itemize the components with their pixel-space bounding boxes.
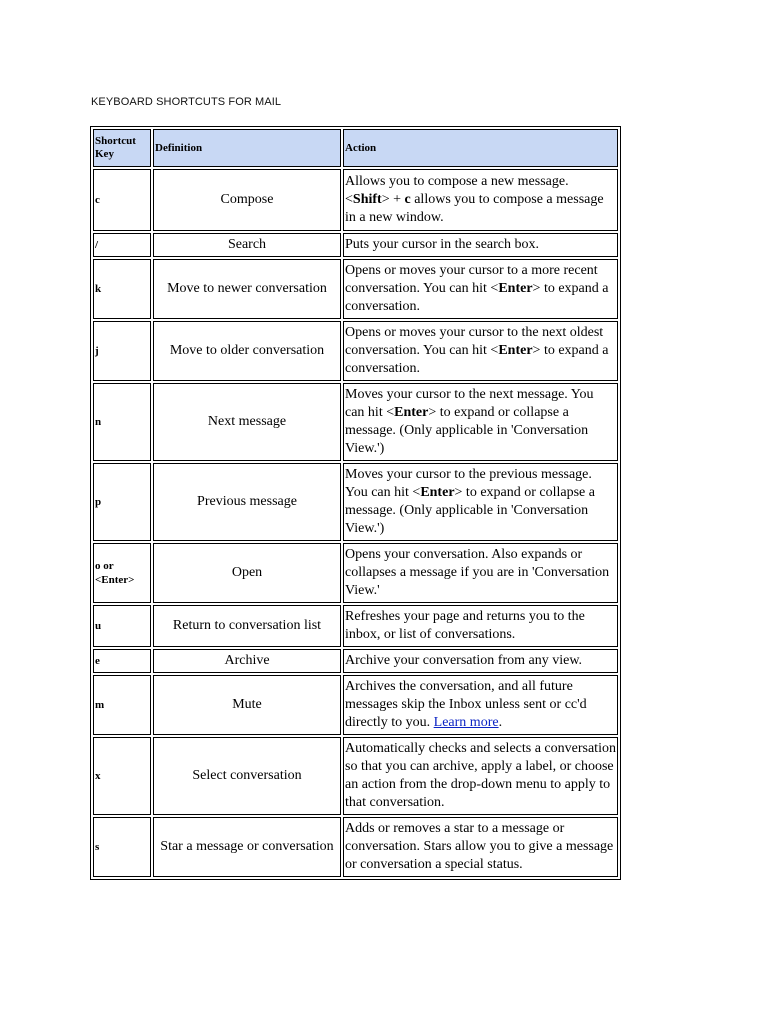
definition-cell: Return to conversation list [153, 605, 341, 647]
action-cell [343, 383, 618, 461]
definition-cell: Star a message or conversation [153, 817, 341, 877]
learn-more-link[interactable]: Learn more [433, 715, 499, 730]
table-header-row [93, 129, 618, 167]
action-cell [343, 675, 618, 735]
action-text: Adds or removes a star to a message or conversation. Stars allow you to give a message or conversation a special status. [345, 821, 614, 872]
table-row [93, 321, 618, 381]
definition-cell: Move to older conversation [153, 321, 341, 381]
action-cell [343, 737, 618, 815]
shortcut-key-cell: / [93, 233, 151, 257]
shortcut-key-cell: p [93, 463, 151, 541]
shortcut-key-cell: o or <Enter> [93, 543, 151, 603]
table-row [93, 675, 618, 735]
action-key-emphasis: Enter [394, 405, 429, 420]
action-text: allows you to compose a message in a new window. [345, 192, 604, 225]
shortcut-key-cell: x [93, 737, 151, 815]
shortcut-key-cell: u [93, 605, 151, 647]
action-text: Archives the conversation, and all future messages skip the Inbox unless sent or cc'd directly to you. [345, 679, 587, 730]
definition-cell: Compose [153, 169, 341, 231]
action-text: Allows you to compose a new message. < [345, 174, 569, 207]
definition-cell: Select conversation [153, 737, 341, 815]
action-text: Opens or moves your cursor to the next oldest conversation. You can hit < [345, 325, 604, 358]
table-row [93, 817, 618, 877]
action-key-emphasis: Enter [498, 281, 533, 296]
header-action: Action [343, 129, 618, 167]
action-text: > to expand a conversation. [345, 281, 609, 314]
action-text: > to expand or collapse a message. (Only applicable in 'Conversation View.') [345, 485, 595, 536]
shortcut-key-cell: s [93, 817, 151, 877]
action-text: Refreshes your page and returns you to the inbox, or list of conversations. [345, 609, 585, 642]
action-cell [343, 605, 618, 647]
table-row [93, 233, 618, 257]
action-key-emphasis: Shift [352, 192, 382, 207]
definition-cell: Search [153, 233, 341, 257]
action-text: > to expand a conversation. [345, 343, 609, 376]
header-shortcut-key: Shortcut Key [93, 129, 151, 167]
action-key-emphasis: c [404, 192, 411, 207]
page-title: KEYBOARD SHORTCUTS FOR MAIL [91, 96, 282, 108]
action-text: Opens or moves your cursor to a more recent conversation. You can hit < [345, 263, 598, 296]
table-row [93, 259, 618, 319]
table-row [93, 463, 618, 541]
shortcuts-table [90, 126, 621, 880]
definition-cell: Archive [153, 649, 341, 673]
action-text: > to expand or collapse a message. (Only applicable in 'Conversation View.') [345, 405, 589, 456]
action-text: Automatically checks and selects a conversation so that you can archive, apply a label, or choose an action from the drop-down menu to apply to that conversation. [345, 741, 616, 810]
table-row [93, 737, 618, 815]
definition-cell: Next message [153, 383, 341, 461]
action-cell [343, 321, 618, 381]
action-cell [343, 259, 618, 319]
action-text: Moves your cursor to the next message. You can hit < [345, 387, 594, 420]
action-text: > + [381, 192, 405, 207]
action-text: Archive your conversation from any view. [345, 653, 583, 668]
action-cell [343, 233, 618, 257]
shortcut-key-cell: j [93, 321, 151, 381]
action-text: Moves your cursor to the previous message. You can hit < [345, 467, 592, 500]
action-text: Puts your cursor in the search box. [345, 237, 540, 252]
shortcut-key-cell: e [93, 649, 151, 673]
action-key-emphasis: Enter [420, 485, 455, 500]
action-text: . [498, 715, 503, 730]
table-row [93, 605, 618, 647]
action-cell [343, 169, 618, 231]
action-cell [343, 543, 618, 603]
shortcut-key-cell: c [93, 169, 151, 231]
action-cell [343, 463, 618, 541]
table-row [93, 383, 618, 461]
action-cell [343, 649, 618, 673]
table-row [93, 649, 618, 673]
action-key-emphasis: Enter [498, 343, 533, 358]
shortcut-key-cell: n [93, 383, 151, 461]
definition-cell: Mute [153, 675, 341, 735]
action-text: Opens your conversation. Also expands or collapses a message if you are in 'Conversation View.' [345, 547, 610, 598]
action-cell [343, 817, 618, 877]
definition-cell: Previous message [153, 463, 341, 541]
shortcut-key-cell: m [93, 675, 151, 735]
header-definition: Definition [153, 129, 341, 167]
definition-cell: Move to newer conversation [153, 259, 341, 319]
table-row [93, 169, 618, 231]
table-row [93, 543, 618, 603]
definition-cell: Open [153, 543, 341, 603]
shortcut-key-cell: k [93, 259, 151, 319]
